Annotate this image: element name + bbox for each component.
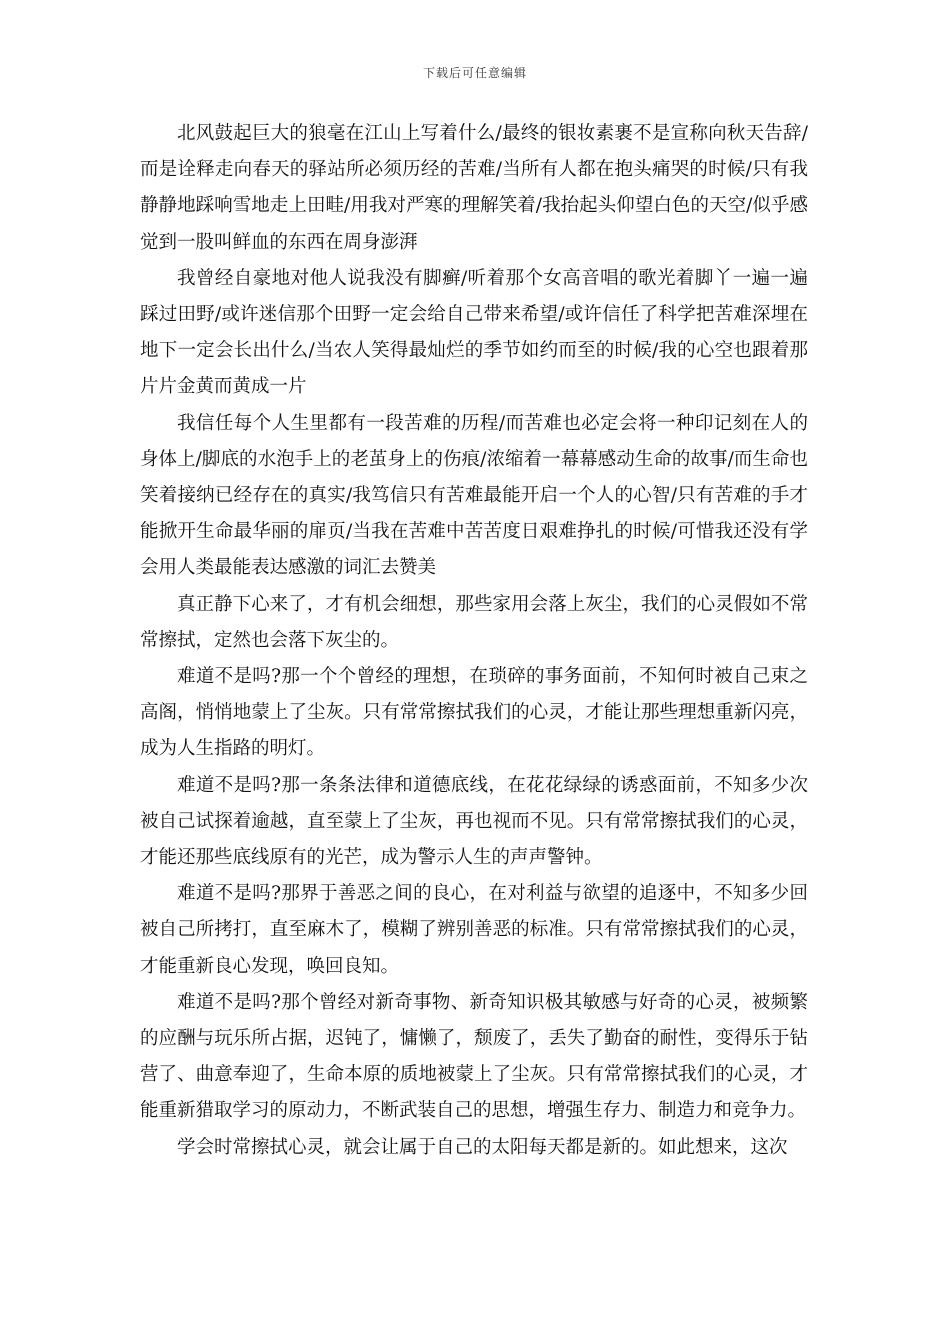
page-header: 下载后可任意编辑 xyxy=(422,66,527,80)
paragraph-7: 难道不是吗?那界于善恶之间的良心，在对利益与欲望的追逐中，不知多少回被自己所拷打，直至麻木了，模糊了辨别善恶的标准。只有常常擦拭我们的心灵，才能重新良心发现，唤回良知。 xyxy=(140,883,808,977)
article-body xyxy=(140,116,808,1166)
paragraph-8: 难道不是吗?那个曾经对新奇事物、新奇知识极其敏感与好奇的心灵，被频繁的应酬与玩乐所占据，迟钝了，慵懒了，颓废了，丢失了勤奋的耐性，变得乐于钻营了、曲意奉迎了，生命本原的质地被蒙上了尘灰。只有常常擦拭我们的心灵，才能重新猎取学习的原动力，不断武装自己的思想，增强生存力、制造力和竞争力。 xyxy=(140,991,808,1122)
paragraph-9: 学会时常擦拭心灵，就会让属于自己的太阳每天都是新的。如此想来，这次 xyxy=(177,1136,788,1158)
paragraph-5: 难道不是吗?那一个个曾经的理想，在琐碎的事务面前，不知何时被自己束之高阁，悄悄地蒙上了尘灰。只有常常擦拭我们的心灵，才能让那些理想重新闪亮，成为人生指路的明灯。 xyxy=(140,666,808,760)
paragraph-2: 我曾经自豪地对他人说我没有脚癣/听着那个女高音唱的歌光着脚丫一遍一遍踩过田野/或许迷信那个田野一定会给自己带来希望/或许信任了科学把苦难深埋在地下一定会长出什么/当农人笑得最灿烂的季节如约而至的时候/我的心空也跟着那片片金黄而黄成一片 xyxy=(140,267,808,398)
paragraph-1: 北风鼓起巨大的狼毫在江山上写着什么/最终的银妆素裹不是宣称向秋天告辞/而是诠释走向春天的驿站所必须历经的苦难/当所有人都在抱头痛哭的时候/只有我静静地踩响雪地走上田畦/用我对严寒的理解笑着/我抬起头仰望白色的天空/似乎感觉到一股叫鲜血的东西在周身澎湃 xyxy=(140,123,808,253)
paragraph-3: 我信任每个人生里都有一段苦难的历程/而苦难也必定会将一种印记刻在人的身体上/脚底的水泡手上的老茧身上的伤痕/浓缩着一幕幕感动生命的故事/而生命也笑着接纳已经存在的真实/我笃信只有苦难最能开启一个人的心智/只有苦难的手才能掀开生命最华丽的扉页/当我在苦难中苦苦度日艰难挣扎的时候/可惜我还没有学会用人类最能表达感激的词汇去赞美 xyxy=(140,412,808,579)
paragraph-6: 难道不是吗?那一条条法律和道德底线，在花花绿绿的诱惑面前，不知多少次被自己试探着逾越，直至蒙上了尘灰，再也视而不见。只有常常擦拭我们的心灵，才能还那些底线原有的光芒，成为警示人生的声声警钟。 xyxy=(140,774,808,869)
paragraph-4: 真正静下心来了，才有机会细想，那些家用会落上灰尘，我们的心灵假如不常常擦拭，定然也会落下灰尘的。 xyxy=(140,593,808,651)
